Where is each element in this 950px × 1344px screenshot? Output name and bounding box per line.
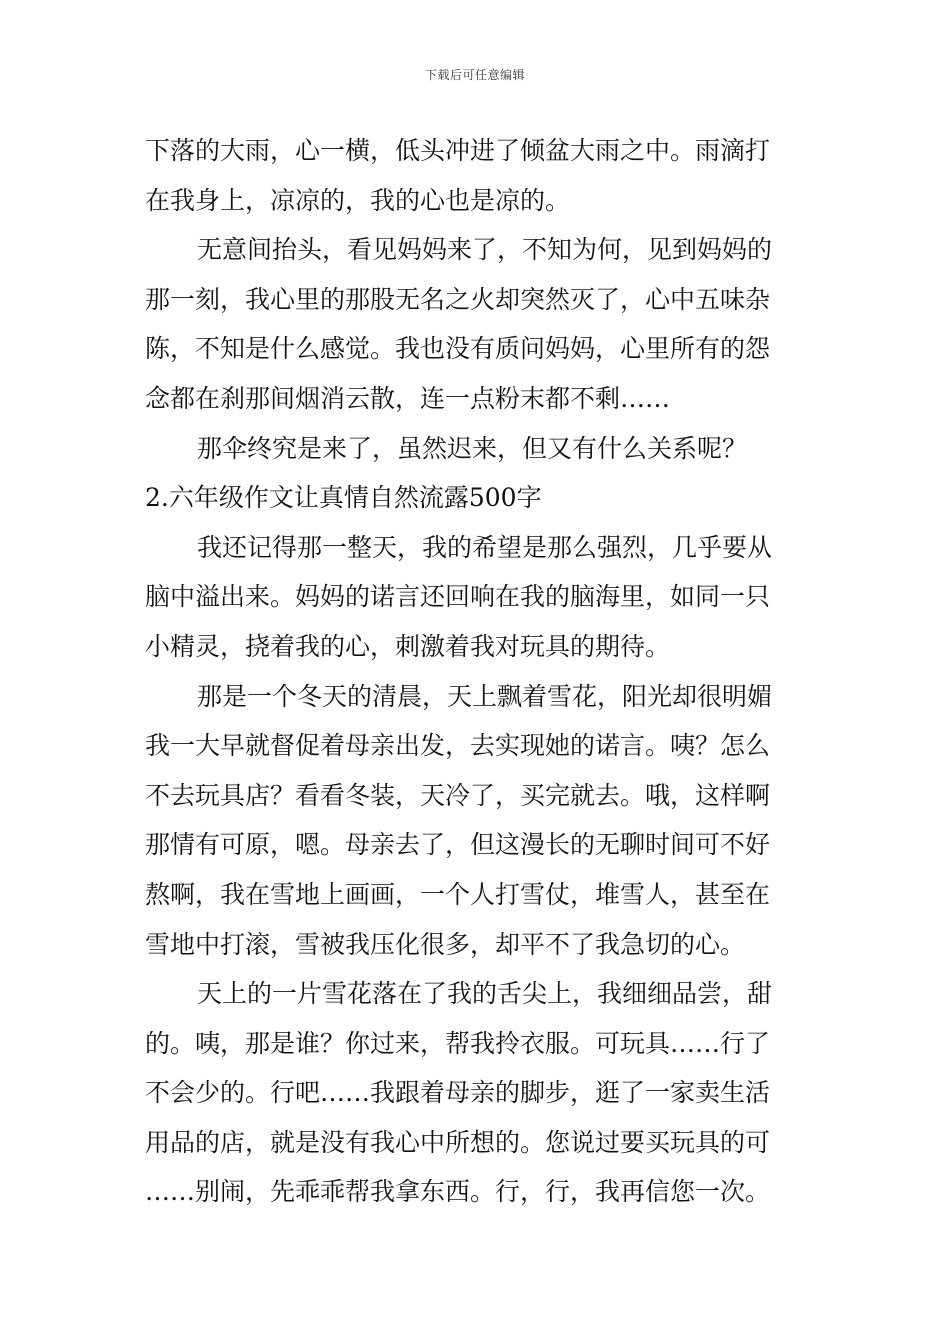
text-line: 的。咦，那是谁？你过来，帮我拎衣服。可玩具……行了 [145, 1028, 771, 1058]
text-line: 用品的店，就是没有我心中所想的。您说过要买玩具的可 [145, 1127, 771, 1157]
text-line: 在我身上，凉凉的，我的心也是凉的。 [145, 185, 571, 215]
text-line: 不会少的。行吧……我跟着母亲的脚步，逛了一家卖生活 [145, 1078, 771, 1108]
text-line: 无意间抬头，看见妈妈来了，不知为何，见到妈妈的 [197, 235, 773, 265]
text-line: 天上的一片雪花落在了我的舌尖上，我细细品尝，甜 [197, 979, 773, 1009]
text-line: 念都在刹那间烟消云散，连一点粉末都不剩…… [145, 383, 671, 413]
text-line: 小精灵，挠着我的心，刺激着我对玩具的期待。 [145, 631, 671, 661]
text-line: 我还记得那一整天，我的希望是那么强烈，几乎要从 [197, 532, 773, 562]
text-line: 雪地中打滚，雪被我压化很多，却平不了我急切的心。 [145, 929, 746, 959]
text-line: 脑中溢出来。妈妈的诺言还回响在我的脑海里，如同一只 [145, 582, 771, 612]
text-line: 熬啊，我在雪地上画画，一个人打雪仗，堆雪人，甚至在 [145, 879, 771, 909]
text-line: 那情有可原，嗯。母亲去了，但这漫长的无聊时间可不好 [145, 830, 771, 860]
text-line: 那一刻，我心里的那股无名之火却突然灭了，心中五味杂 [145, 284, 771, 314]
text-line: 不去玩具店？看看冬装，天冷了，买完就去。哦，这样啊 [145, 780, 771, 810]
text-line: 陈，不知是什么感觉。我也没有质问妈妈，心里所有的怨 [145, 334, 771, 364]
text-line: 我一大早就督促着母亲出发，去实现她的诺言。咦？怎么 [145, 731, 771, 761]
text-line: 那伞终究是来了，虽然迟来，但又有什么关系呢？ [197, 433, 748, 463]
text-line: 2.六年级作文让真情自然流露500字 [145, 483, 542, 513]
text-line: ……别闹，先乖乖帮我拿东西。行，行，我再信您一次。 [145, 1177, 771, 1207]
text-line: 下落的大雨，心一横，低头冲进了倾盆大雨之中。雨滴打 [145, 136, 771, 165]
page-header: 下载后可任意编辑 [424, 68, 525, 82]
document-body [145, 126, 810, 1217]
text-line: 那是一个冬天的清晨，天上飘着雪花，阳光却很明媚 [197, 681, 773, 711]
